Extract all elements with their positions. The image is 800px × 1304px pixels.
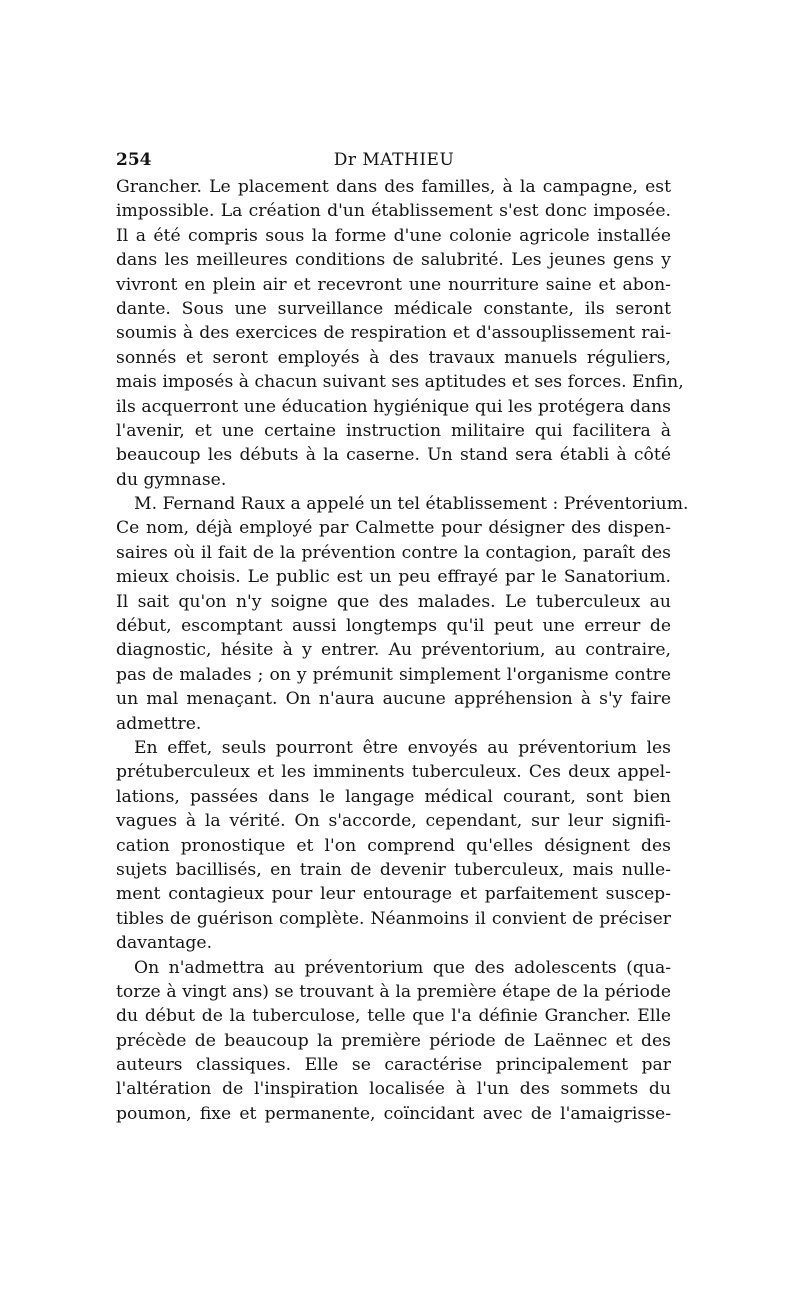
text-line: M. Fernand Raux a appelé un tel établissement : Préventorium.: [134, 494, 689, 515]
text-line: ment contagieux pour leur entourage et parfaitement suscep-: [116, 884, 671, 905]
text-line: Grancher. Le placement dans des familles, à la campagne, est: [116, 177, 671, 197]
text-line: vivront en plein air et recevront une nourriture saine et abon-: [116, 274, 671, 295]
text-line: diagnostic, hésite à y entrer. Au préventorium, au contraire,: [116, 640, 671, 661]
page-number: 254: [116, 150, 152, 170]
text-line: du début de la tuberculose, telle que l'a définie Grancher. Elle: [116, 1006, 671, 1027]
text-line: On n'admettra au préventorium que des adolescents (qua-: [134, 957, 671, 978]
text-line: mais imposés à chacun suivant ses aptitudes et ses forces. Enfin,: [116, 372, 684, 393]
text-line: auteurs classiques. Elle se caractérise principalement par: [116, 1055, 671, 1076]
text-line: un mal menaçant. On n'aura aucune appréhension à s'y faire: [116, 689, 671, 710]
page-header: [116, 150, 672, 174]
text-line: du gymnase.: [116, 469, 227, 490]
text-line: ils acquerront une éducation hygiénique qui les protégera dans: [116, 396, 671, 417]
text-line: mieux choisis. Le public est un peu effrayé par le Sanatorium.: [116, 567, 671, 588]
text-line: dante. Sous une surveillance médicale constante, ils seront: [116, 298, 671, 319]
text-line: sujets bacillisés, en train de devenir tuberculeux, mais nulle-: [116, 859, 671, 880]
text-line: beaucoup les débuts à la caserne. Un stand sera établi à côté: [116, 445, 671, 466]
text-line: cation pronostique et l'on comprend qu'elles désignent des: [116, 835, 671, 856]
text-line: l'altération de l'inspiration localisée à l'un des sommets du: [116, 1079, 671, 1100]
text-line: sonnés et seront employés à des travaux manuels réguliers,: [116, 347, 671, 368]
text-line: début, escomptant aussi longtemps qu'il peut une erreur de: [116, 616, 671, 637]
text-line: l'avenir, et une certaine instruction militaire qui facilitera à: [116, 420, 671, 441]
text-line: davantage.: [116, 933, 213, 954]
text-line: lations, passées dans le langage médical courant, sont bien: [116, 786, 671, 807]
text-line: Il sait qu'on n'y soigne que des malades. Le tuberculeux au: [116, 591, 671, 612]
text-line: prétuberculeux et les imminents tuberculeux. Ces deux appel-: [116, 762, 671, 783]
text-line: précède de beaucoup la première période de Laënnec et des: [116, 1030, 671, 1051]
text-line: saires où il fait de la prévention contre la contagion, paraît des: [116, 542, 671, 563]
body-text: [116, 175, 689, 1126]
text-line: dans les meilleures conditions de salubrité. Les jeunes gens y: [116, 250, 671, 271]
text-line: tibles de guérison complète. Néanmoins il convient de préciser: [116, 908, 671, 929]
text-line: En effet, seuls pourront être envoyés au préventorium les: [134, 737, 671, 758]
text-line: pas de malades ; on y prémunit simplement l'organisme contre: [116, 664, 671, 685]
text-line: soumis à des exercices de respiration et d'assouplissement rai-: [116, 323, 671, 344]
text-line: Ce nom, déjà employé par Calmette pour désigner des dispen-: [116, 518, 671, 539]
text-line: torze à vingt ans) se trouvant à la première étape de la période: [116, 981, 671, 1002]
text-line: Il a été compris sous la forme d'une colonie agricole installée: [116, 225, 671, 246]
text-line: poumon, fixe et permanente, coïncidant avec de l'amaigrisse-: [116, 1103, 671, 1124]
text-line: impossible. La création d'un établissement s'est donc imposée.: [116, 201, 671, 222]
running-head: Dr MATHIEU: [333, 150, 455, 170]
text-line: admettre.: [116, 713, 202, 734]
text-line: vagues à la vérité. On s'accorde, cependant, sur leur signifi-: [116, 811, 671, 832]
